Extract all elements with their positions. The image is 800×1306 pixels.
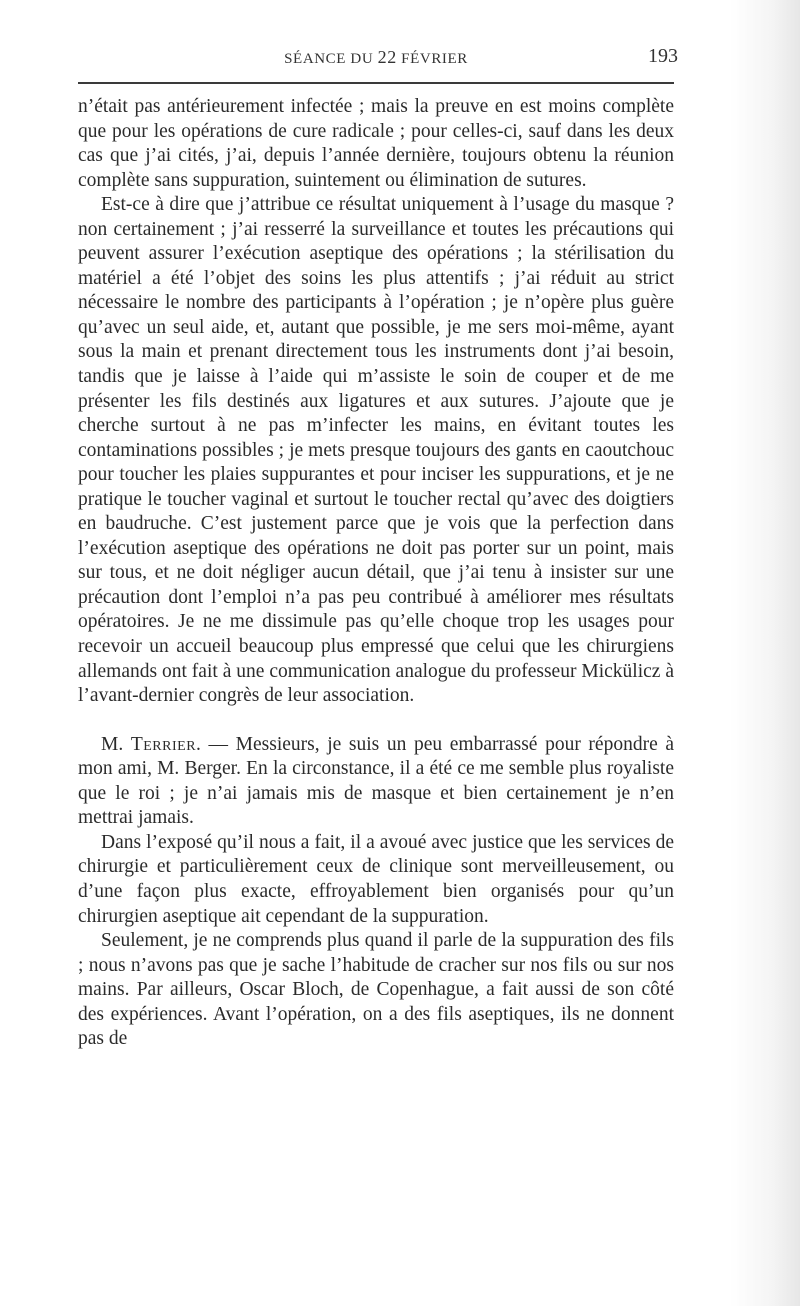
paragraph: Seulement, je ne comprends plus quand il parle de la suppuration des fils ; nous n’avons pas que je sache l’habitude de cracher sur nos fils ou sur nos mains. Par ailleurs, Oscar Bloch, de Copenhague, a fait aussi de son côté des expériences. Avant l’opération, on a des fils aseptiques, ils ne donnent pas de (78, 930, 674, 1050)
speech-text: Messieurs, je suis un peu embarrassé pour répondre à mon ami, M. Berger. En la circonstance, il a été ce me semble plus royaliste que le roi ; je n’ai jamais mis de masque et bien certainement je n’en mettrai jamais. (78, 733, 674, 829)
body-text (78, 95, 674, 1052)
section-gap (78, 709, 674, 733)
running-head (78, 45, 678, 71)
speaker-name: Terrier (130, 733, 197, 755)
running-title: SÉANCE DU 22 FÉVRIER (284, 47, 468, 67)
header-rule (78, 82, 674, 84)
paragraph: Est-ce à dire que j’attribue ce résultat uniquement à l’usage du masque ? non certainement ; j’ai resserré la surveillance et toutes les précautions qui peuvent assurer l’exécution aseptique des opérations ; la stérilisation du matériel a été l’objet des soins les plus attentifs ; j’ai réduit au strict nécessaire le nombre des participants à l’opération ; je n’opère plus guère qu’avec un seul aide, et, autant que possible, je me sers moi-même, ayant sous la main et prenant directement tous les instruments dont j’ai besoin, tandis que je laisse à l’aide qui m’assiste le soin de couper et de me présenter les fils destinés aux ligatures et aux sutures. J’ajoute que je cherche surtout à ne pas m’infecter les mains, en évitant toutes les contaminations possibles ; je mets presque toujours des gants en caoutchouc pour toucher les plaies suppurantes et pour inciser les suppurations, et je ne pratique le toucher vaginal et surtout le toucher rectal qu’avec des doigtiers en baudruche. C’est justement parce que je vois que la perfection dans l’exécution aseptique des opérations ne doit pas porter sur un point, mais sur tous, et ne doit négliger aucun détail, que j’ai tenu à insister sur une précaution dont l’emploi n’a pas peu contribué à améliorer mes résultats opératoires. Je ne me dissimule pas qu’elle choque trop les usages pour recevoir un accueil beaucoup plus empressé que celui que les chirurgiens allemands ont fait à une communication analogue du professeur Mickülicz à l’avant-dernier congrès de leur association. (78, 194, 674, 707)
speaker-prefix: M. (101, 733, 131, 755)
paragraph: Dans l’exposé qu’il nous a fait, il a avoué avec justice que les services de chirurgie et particulièrement ceux de clinique sont merveilleusement, ou d’une façon plus exacte, effroyablement bien organisés pour qu’un chirurgien aseptique ait cependant de la suppuration. (78, 831, 674, 927)
speech-paragraph (78, 733, 674, 831)
page-number: 193 (648, 45, 678, 67)
paragraph: n’était pas antérieurement infectée ; mais la preuve en est moins complète que pour les opérations de cure radicale ; pour celles-ci, sauf dans les deux cas que j’ai cités, j’ai, depuis l’année dernière, toujours obtenu la réunion complète sans suppuration, suintement ou élimination de sutures. (78, 96, 674, 191)
scan-edge-shadow (730, 0, 800, 1306)
speaker-suffix: . — (196, 733, 236, 755)
